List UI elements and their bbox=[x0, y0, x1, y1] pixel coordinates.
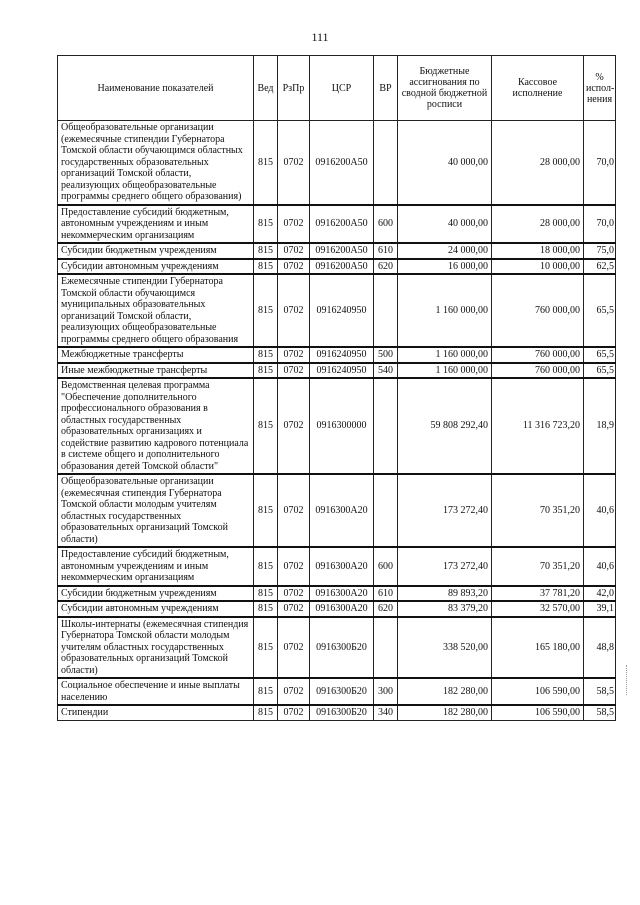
cell-cash: 760 000,00 bbox=[492, 363, 584, 379]
cell-cash: 32 570,00 bbox=[492, 601, 584, 617]
cell-ved: 815 bbox=[254, 547, 278, 586]
cell-ved: 815 bbox=[254, 617, 278, 679]
table-row bbox=[58, 243, 616, 259]
cell-name: Социальное обеспечение и иные выплаты населению bbox=[58, 678, 254, 705]
cell-csr: 0916300А20 bbox=[310, 586, 374, 602]
cell-budget: 338 520,00 bbox=[398, 617, 492, 679]
cell-pct: 48,8 bbox=[584, 617, 616, 679]
cell-csr: 0916200А50 bbox=[310, 205, 374, 244]
cell-pct: 42,0 bbox=[584, 586, 616, 602]
cell-rzpr: 0702 bbox=[278, 347, 310, 363]
cell-pct: 40,6 bbox=[584, 547, 616, 586]
cell-csr: 0916300000 bbox=[310, 378, 374, 474]
cell-budget: 59 808 292,40 bbox=[398, 378, 492, 474]
cell-vr: 340 bbox=[374, 705, 398, 720]
cell-name: Ежемесячные стипендии Губернатора Томской области обучающимся муниципальных образовательных организаций Томской области, реализующих общеобразовательные программы среднего общего образования bbox=[58, 274, 254, 347]
cell-ved: 815 bbox=[254, 121, 278, 205]
cell-csr: 0916300Б20 bbox=[310, 617, 374, 679]
cell-ved: 815 bbox=[254, 601, 278, 617]
header-budget: Бюджетные ассигнования по сводной бюджетной росписи bbox=[398, 56, 492, 121]
cell-rzpr: 0702 bbox=[278, 363, 310, 379]
cell-rzpr: 0702 bbox=[278, 259, 310, 275]
cell-name: Субсидии автономным учреждениям bbox=[58, 259, 254, 275]
header-cash: Кассовое исполнение bbox=[492, 56, 584, 121]
cell-cash: 106 590,00 bbox=[492, 705, 584, 720]
cell-budget: 1 160 000,00 bbox=[398, 363, 492, 379]
page-number: 111 bbox=[311, 30, 329, 44]
cell-vr bbox=[374, 617, 398, 679]
cell-cash: 760 000,00 bbox=[492, 274, 584, 347]
cell-vr: 600 bbox=[374, 547, 398, 586]
cell-budget: 182 280,00 bbox=[398, 678, 492, 705]
cell-rzpr: 0702 bbox=[278, 678, 310, 705]
cell-vr: 620 bbox=[374, 601, 398, 617]
header-name: Наименование показателей bbox=[58, 56, 254, 121]
table-row bbox=[58, 547, 616, 586]
cell-ved: 815 bbox=[254, 205, 278, 244]
cell-csr: 0916300А20 bbox=[310, 547, 374, 586]
cell-budget: 173 272,40 bbox=[398, 547, 492, 586]
header-rzpr: РзПр bbox=[278, 56, 310, 121]
cell-csr: 0916240950 bbox=[310, 274, 374, 347]
cell-vr: 540 bbox=[374, 363, 398, 379]
cell-rzpr: 0702 bbox=[278, 378, 310, 474]
cell-csr: 0916240950 bbox=[310, 363, 374, 379]
cell-pct: 58,5 bbox=[584, 705, 616, 720]
cell-rzpr: 0702 bbox=[278, 205, 310, 244]
cell-ved: 815 bbox=[254, 705, 278, 720]
cell-vr: 500 bbox=[374, 347, 398, 363]
cell-budget: 24 000,00 bbox=[398, 243, 492, 259]
cell-vr: 610 bbox=[374, 586, 398, 602]
cell-rzpr: 0702 bbox=[278, 617, 310, 679]
table-row bbox=[58, 586, 616, 602]
cell-ved: 815 bbox=[254, 347, 278, 363]
cell-cash: 10 000,00 bbox=[492, 259, 584, 275]
cell-rzpr: 0702 bbox=[278, 121, 310, 205]
cell-csr: 0916300Б20 bbox=[310, 705, 374, 720]
cell-vr: 300 bbox=[374, 678, 398, 705]
cell-csr: 0916200А50 bbox=[310, 243, 374, 259]
cell-name: Субсидии бюджетным учреждениям bbox=[58, 243, 254, 259]
cell-vr: 620 bbox=[374, 259, 398, 275]
table-row bbox=[58, 378, 616, 474]
cell-name: Школы-интернаты (ежемесячная стипендия Губернатора Томской области молодым учителям областных государственных образовательных организаций Томской области) bbox=[58, 617, 254, 679]
cell-pct: 65,5 bbox=[584, 347, 616, 363]
table-row bbox=[58, 474, 616, 547]
cell-name: Субсидии автономным учреждениям bbox=[58, 601, 254, 617]
cell-name: Общеобразовательные организации (ежемесячные стипендии Губернатора Томской области обучающимся областных государственных образовательных организаций Томской области, реализующих общеобразовательные программы среднего общего образования) bbox=[58, 121, 254, 205]
cell-budget: 1 160 000,00 bbox=[398, 347, 492, 363]
header-csr: ЦСР bbox=[310, 56, 374, 121]
cell-ved: 815 bbox=[254, 378, 278, 474]
cell-cash: 760 000,00 bbox=[492, 347, 584, 363]
cell-name: Стипендии bbox=[58, 705, 254, 720]
table-row bbox=[58, 617, 616, 679]
table-row bbox=[58, 347, 616, 363]
cell-name: Межбюджетные трансферты bbox=[58, 347, 254, 363]
header-row bbox=[58, 56, 616, 121]
cell-rzpr: 0702 bbox=[278, 601, 310, 617]
table-row bbox=[58, 205, 616, 244]
cell-ved: 815 bbox=[254, 274, 278, 347]
cell-pct: 70,0 bbox=[584, 205, 616, 244]
cell-ved: 815 bbox=[254, 259, 278, 275]
cell-csr: 0916300А20 bbox=[310, 474, 374, 547]
cell-pct: 65,5 bbox=[584, 363, 616, 379]
cell-budget: 173 272,40 bbox=[398, 474, 492, 547]
cell-cash: 28 000,00 bbox=[492, 121, 584, 205]
cell-cash: 165 180,00 bbox=[492, 617, 584, 679]
cell-name: Предоставление субсидий бюджетным, автономным учреждениям и иным некоммерческим организациям bbox=[58, 205, 254, 244]
cell-budget: 182 280,00 bbox=[398, 705, 492, 720]
cell-vr bbox=[374, 474, 398, 547]
cell-rzpr: 0702 bbox=[278, 243, 310, 259]
cell-pct: 39,1 bbox=[584, 601, 616, 617]
cell-cash: 18 000,00 bbox=[492, 243, 584, 259]
cell-pct: 65,5 bbox=[584, 274, 616, 347]
table-row bbox=[58, 274, 616, 347]
cell-budget: 89 893,20 bbox=[398, 586, 492, 602]
cell-csr: 0916200А50 bbox=[310, 121, 374, 205]
cell-csr: 0916300А20 bbox=[310, 601, 374, 617]
cell-vr bbox=[374, 121, 398, 205]
cell-rzpr: 0702 bbox=[278, 547, 310, 586]
scan-edge-mark bbox=[626, 665, 633, 695]
table-row bbox=[58, 678, 616, 705]
cell-pct: 70,0 bbox=[584, 121, 616, 205]
table-row bbox=[58, 121, 616, 205]
cell-rzpr: 0702 bbox=[278, 705, 310, 720]
cell-budget: 40 000,00 bbox=[398, 121, 492, 205]
cell-rzpr: 0702 bbox=[278, 474, 310, 547]
header-ved: Вед bbox=[254, 56, 278, 121]
cell-budget: 83 379,20 bbox=[398, 601, 492, 617]
header-vr: ВР bbox=[374, 56, 398, 121]
cell-cash: 37 781,20 bbox=[492, 586, 584, 602]
cell-name: Ведомственная целевая программа "Обеспечение дополнительного профессионального образования в областных государственных образовательных организациях и содействие развитию кадрового потенциала в системе общего и дополнительного образования детей Томской области" bbox=[58, 378, 254, 474]
cell-name: Иные межбюджетные трансферты bbox=[58, 363, 254, 379]
cell-ved: 815 bbox=[254, 474, 278, 547]
cell-pct: 75,0 bbox=[584, 243, 616, 259]
header-pct: % испол-нения bbox=[584, 56, 616, 121]
cell-vr bbox=[374, 378, 398, 474]
cell-vr: 600 bbox=[374, 205, 398, 244]
cell-ved: 815 bbox=[254, 363, 278, 379]
cell-name: Субсидии бюджетным учреждениям bbox=[58, 586, 254, 602]
cell-rzpr: 0702 bbox=[278, 586, 310, 602]
cell-pct: 62,5 bbox=[584, 259, 616, 275]
cell-pct: 58,5 bbox=[584, 678, 616, 705]
table-row bbox=[58, 363, 616, 379]
cell-pct: 40,6 bbox=[584, 474, 616, 547]
cell-cash: 106 590,00 bbox=[492, 678, 584, 705]
cell-name: Общеобразовательные организации (ежемесячная стипендия Губернатора Томской области молодым учителям областных государственных образовательных организаций Томской области) bbox=[58, 474, 254, 547]
cell-csr: 0916300Б20 bbox=[310, 678, 374, 705]
cell-csr: 0916200А50 bbox=[310, 259, 374, 275]
cell-pct: 18,9 bbox=[584, 378, 616, 474]
cell-vr bbox=[374, 274, 398, 347]
cell-csr: 0916240950 bbox=[310, 347, 374, 363]
cell-name: Предоставление субсидий бюджетным, автономным учреждениям и иным некоммерческим организациям bbox=[58, 547, 254, 586]
cell-cash: 70 351,20 bbox=[492, 547, 584, 586]
cell-rzpr: 0702 bbox=[278, 274, 310, 347]
cell-vr: 610 bbox=[374, 243, 398, 259]
cell-cash: 70 351,20 bbox=[492, 474, 584, 547]
table-row bbox=[58, 601, 616, 617]
cell-budget: 16 000,00 bbox=[398, 259, 492, 275]
table-row bbox=[58, 705, 616, 720]
cell-budget: 40 000,00 bbox=[398, 205, 492, 244]
cell-cash: 28 000,00 bbox=[492, 205, 584, 244]
cell-budget: 1 160 000,00 bbox=[398, 274, 492, 347]
cell-ved: 815 bbox=[254, 678, 278, 705]
cell-ved: 815 bbox=[254, 243, 278, 259]
cell-ved: 815 bbox=[254, 586, 278, 602]
budget-execution-table bbox=[57, 55, 616, 721]
cell-cash: 11 316 723,20 bbox=[492, 378, 584, 474]
table-row bbox=[58, 259, 616, 275]
